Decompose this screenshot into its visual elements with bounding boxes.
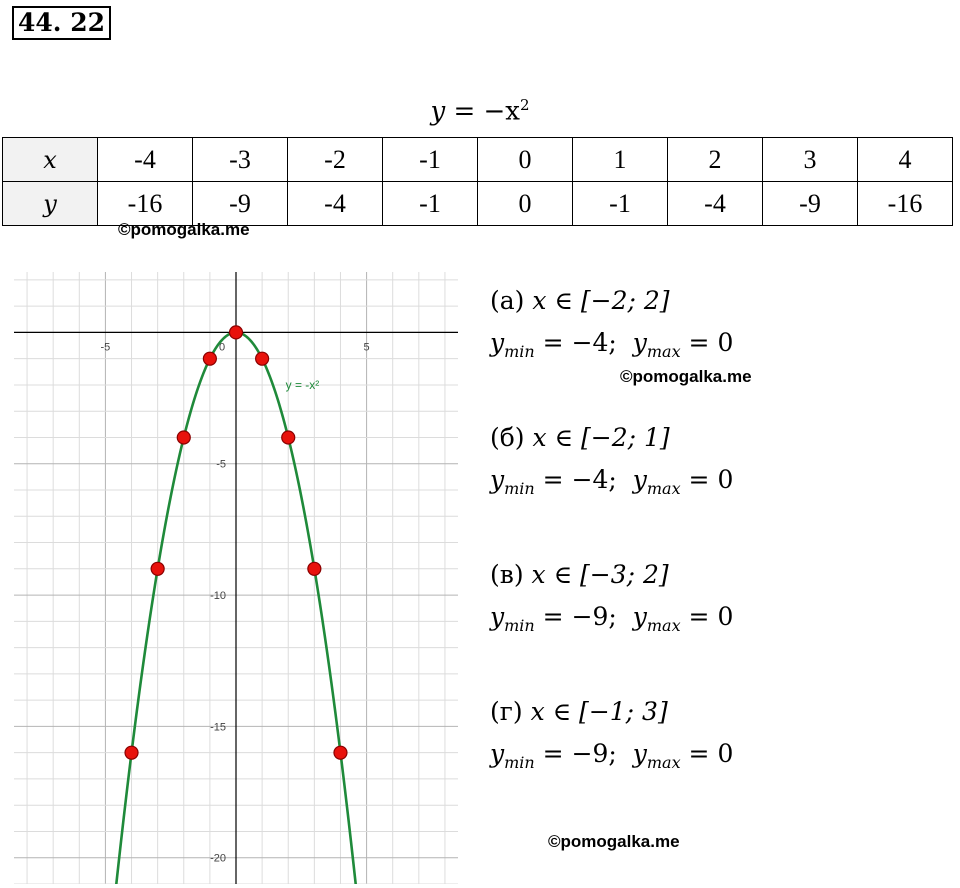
ymax-subscript: max (646, 753, 681, 772)
table-header-x: x (3, 138, 98, 182)
table-cell: 0 (478, 138, 573, 182)
ymax-symbol: y (632, 328, 647, 357)
data-point (177, 431, 190, 444)
table-cell: 4 (858, 138, 953, 182)
ymin-subscript: min (504, 616, 535, 635)
ymax-value: 0 (717, 739, 734, 768)
ymax-subscript: max (646, 342, 681, 361)
x-tick-label: 5 (363, 341, 370, 354)
curve-label: y = -x² (285, 377, 320, 392)
answer-label: (в) (490, 560, 524, 589)
table-cell: -4 (668, 182, 763, 226)
data-point (256, 352, 269, 365)
equals-sign: = (680, 602, 718, 631)
ymax-value: 0 (717, 465, 734, 494)
answer-interval: x ∈ [−1; 3] (530, 697, 668, 726)
watermark: ©pomogalka.me (620, 367, 752, 386)
function-title (0, 96, 960, 127)
equals-sign: = (534, 602, 572, 631)
function-lhs: y (430, 96, 446, 127)
answer-v: (в) x ∈ [−3; 2] $y_{min} = -9$; $y_{max} = 0$ (490, 560, 734, 635)
answer-g: (г) x ∈ [−1; 3] $y_{min} = -9$; $y_{max} = 0$ (490, 697, 734, 772)
ymax-symbol: y (632, 739, 647, 768)
ymax-value: 0 (717, 602, 734, 631)
ymax-symbol: y (632, 602, 647, 631)
answer-a: (а) x ∈ [−2; 2] $y_{min} = -4$; $y_{max} = 0$ (490, 286, 734, 361)
data-point (282, 431, 295, 444)
y-tick-label: -10 (210, 590, 226, 603)
ymin-value: −9 (571, 602, 609, 631)
data-point (230, 326, 243, 339)
answer-label: (а) (490, 286, 525, 315)
data-point (308, 562, 321, 575)
ymin-subscript: min (504, 753, 535, 772)
equals-sign: = (534, 328, 572, 357)
watermark: ©pomogalka.me (118, 220, 250, 239)
ymax-value: 0 (717, 328, 734, 357)
ymin-value: −4 (571, 465, 609, 494)
ymin-symbol: y (490, 328, 505, 357)
ymin-symbol: y (490, 602, 505, 631)
data-point (203, 352, 216, 365)
equals-sign: = (680, 328, 718, 357)
table-cell: -1 (573, 182, 668, 226)
ymin-subscript: min (504, 342, 535, 361)
answer-label: (г) (490, 697, 523, 726)
y-tick-label: -20 (210, 852, 226, 865)
table-cell: -2 (288, 138, 383, 182)
answer-b: (б) x ∈ [−2; 1] $y_{min} = -4$; $y_{max} = 0$ (490, 423, 734, 498)
data-point (151, 562, 164, 575)
table-cell: 0 (478, 182, 573, 226)
data-point (125, 746, 138, 759)
table-cell: -4 (288, 182, 383, 226)
ymax-symbol: y (632, 465, 647, 494)
problem-number: 44. 22 (12, 6, 111, 40)
ymin-symbol: y (490, 465, 505, 494)
ymin-value: −9 (571, 739, 609, 768)
parabola-graph (14, 272, 458, 884)
equals-sign: = (680, 739, 718, 768)
ymin-subscript: min (504, 479, 535, 498)
answers (490, 280, 950, 828)
x-tick-label: 0 (218, 341, 226, 354)
ymin-value: −4 (571, 328, 609, 357)
values-table (2, 137, 953, 226)
table-row-y (3, 182, 953, 226)
table-cell: -3 (193, 138, 288, 182)
function-exponent: 2 (519, 96, 530, 114)
watermark: ©pomogalka.me (548, 832, 680, 851)
y-tick-label: -5 (216, 458, 226, 471)
y-tick-label: -15 (210, 721, 226, 734)
ymax-subscript: max (646, 616, 681, 635)
table-cell: 3 (763, 138, 858, 182)
equals-sign: = (680, 465, 718, 494)
answer-interval: x ∈ [−3; 2] (531, 560, 669, 589)
table-cell: -4 (98, 138, 193, 182)
table-cell: -1 (383, 138, 478, 182)
function-rhs: = −x (453, 96, 520, 127)
table-cell: 1 (573, 138, 668, 182)
table-cell: 2 (668, 138, 763, 182)
ymax-subscript: max (646, 479, 681, 498)
table-cell: -9 (763, 182, 858, 226)
data-point (334, 746, 347, 759)
equals-sign: = (534, 465, 572, 494)
table-cell: -9 (193, 182, 288, 226)
table-cell: -16 (98, 182, 193, 226)
answer-interval: x ∈ [−2; 2] (532, 286, 670, 315)
equals-sign: = (534, 739, 572, 768)
table-header-y: y (3, 182, 98, 226)
answer-interval: x ∈ [−2; 1] (532, 423, 670, 452)
table-row-x (3, 138, 953, 182)
x-tick-label: -5 (100, 341, 111, 354)
table-cell: -1 (383, 182, 478, 226)
answer-label: (б) (490, 423, 525, 452)
ymin-symbol: y (490, 739, 505, 768)
table-cell: -16 (858, 182, 953, 226)
